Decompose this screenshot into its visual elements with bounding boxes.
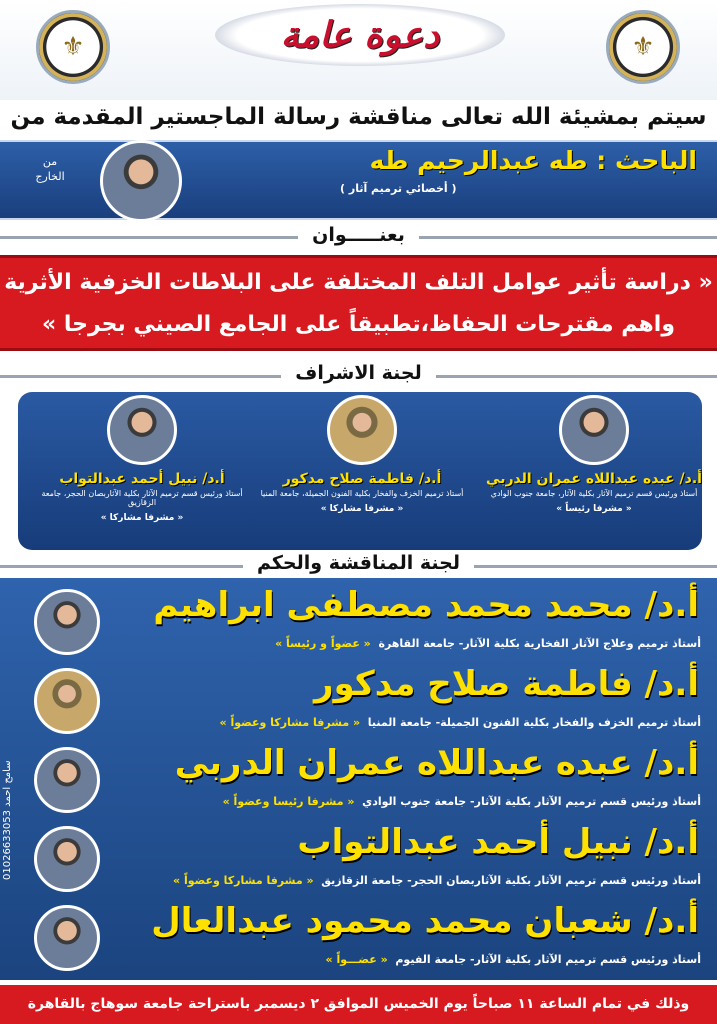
- logo-emblem-icon: ⚜: [631, 32, 655, 62]
- supervisor-desc: أستاذ ورئيس قسم ترميم الآثار بكلية الآثار، جامعة جنوب الوادي: [490, 489, 698, 498]
- researcher-photo: [100, 140, 182, 222]
- researcher-title: ( أخصائي ترميم آثار ): [340, 182, 457, 195]
- committee-row: [0, 822, 717, 900]
- member-photo: [34, 747, 100, 813]
- supervisor-photo: [107, 395, 177, 465]
- committee-row: [0, 901, 717, 979]
- supervisor-role: « مشرفا رئيساً »: [556, 504, 632, 514]
- thesis-label: بعنـــــوان: [0, 224, 717, 246]
- supervisor-desc: أستاذ ترميم الخزف والفخار بكلية الفنون الجميلة، جامعة المنيا: [260, 489, 464, 498]
- member-info: أستاذ ترميم الخزف والفخار بكلية الفنون الجميلة- جامعة المنيا « مشرفا مشاركا وعضواً »: [219, 716, 701, 729]
- member-info: أستاذ ورئيس قسم ترميم الآثار بكلية الآثار- جامعة جنوب الوادي « مشرفا رئيسا وعضواً »: [222, 795, 701, 808]
- footer-date-location: وذلك في تمام الساعة ١١ صباحاً يوم الخميس الموافق ٢ ديسمبر باستراحة جامعة سوهاج بالقاهرة: [0, 985, 717, 1024]
- member-info: أستاذ ترميم وعلاج الآثار الفخارية بكلية الآثار- جامعة القاهرة « عضواً و رئيساً »: [275, 637, 701, 650]
- thesis-title-line2: واهم مقترحات الحفاظ،تطبيقاً على الجامع الصيني بجرجا »: [41, 312, 676, 337]
- member-name: أ.د/ عبده عبداللاه عمران الدربي: [174, 743, 699, 783]
- committee-row: [0, 664, 717, 742]
- supervisor-name: أ.د/ عبده عبداللاه عمران الدربي: [486, 471, 702, 487]
- member-photo: [34, 589, 100, 655]
- university-logo-left: [36, 10, 110, 84]
- supervisor-card: [30, 395, 254, 523]
- member-name: أ.د/ فاطمة صلاح مدكور: [314, 664, 699, 704]
- researcher-name: الباحث : طه عبدالرحيم طه: [369, 146, 697, 175]
- supervisor-card: [482, 395, 706, 514]
- designer-credit: سامح احمد 01026633053: [2, 760, 13, 880]
- supervisor-desc: أستاذ ورئيس قسم ترميم الآثار بكلية الآثاربصان الحجر، جامعة الزقازيق: [41, 489, 243, 507]
- supervision-label: لجنة الاشراف: [0, 362, 717, 384]
- researcher-origin: من الخارج: [35, 155, 65, 183]
- logo-emblem-icon: ⚜: [61, 32, 85, 62]
- member-photo: [34, 905, 100, 971]
- committee-row: [0, 743, 717, 821]
- supervisor-name: أ.د/ فاطمة صلاح مدكور: [282, 471, 442, 487]
- member-info: أستاذ ورئيس قسم ترميم الآثار بكلية الآثاربصان الحجر- جامعة الزقازيق « مشرفا مشاركا وعضواً »: [173, 874, 701, 887]
- committee-label: لجنة المناقشة والحكم: [0, 552, 717, 574]
- invite-title: دعوة عامة: [280, 14, 440, 56]
- thesis-title-line1: « دراسة تأثير عوامل التلف المختلفة على البلاطات الخزفية الأثرية: [4, 270, 713, 295]
- supervisor-card: [250, 395, 474, 514]
- member-name: أ.د/ محمد محمد مصطفى ابراهيم: [153, 585, 699, 625]
- supervisor-role: « مشرفا مشاركا »: [100, 513, 184, 523]
- intro-line: سيتم بمشيئة الله تعالى مناقشة رسالة الماجستير المقدمة من: [10, 104, 707, 130]
- supervisor-photo: [327, 395, 397, 465]
- member-photo: [34, 668, 100, 734]
- supervisor-role: « مشرفا مشاركا »: [320, 504, 404, 514]
- supervisor-photo: [559, 395, 629, 465]
- university-logo-right: [606, 10, 680, 84]
- invite-banner: [215, 4, 505, 66]
- member-name: أ.د/ نبيل أحمد عبدالتواب: [297, 822, 699, 862]
- member-photo: [34, 826, 100, 892]
- supervisor-name: أ.د/ نبيل أحمد عبدالتواب: [59, 471, 225, 487]
- committee-row: [0, 585, 717, 663]
- member-name: أ.د/ شعبان محمد محمود عبدالعال: [151, 901, 699, 941]
- thesis-title: [0, 262, 717, 346]
- member-info: أستاذ ورئيس قسم ترميم الآثار بكلية الآثار- جامعة الفيوم « عضـــواً »: [325, 953, 701, 966]
